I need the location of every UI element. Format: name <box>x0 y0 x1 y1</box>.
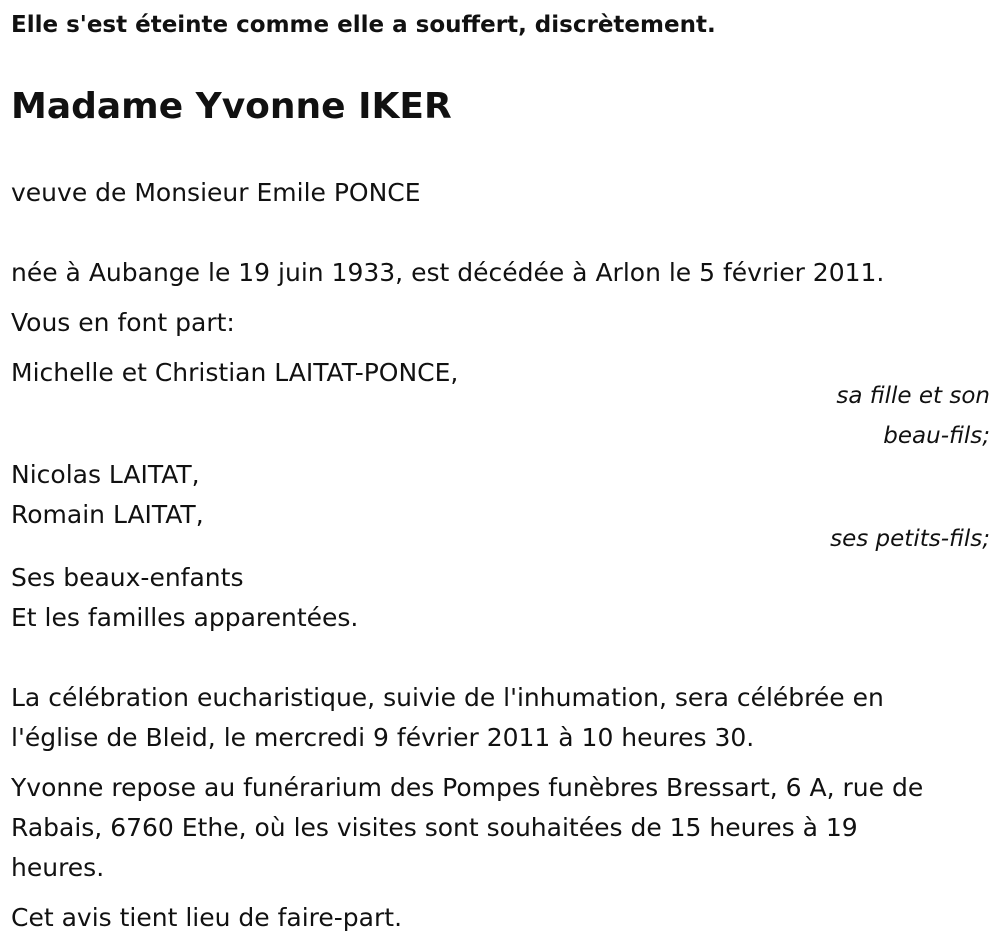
ceremony-line2: l'église de Bleid, le mercredi 9 février 2011 à 10 heures 30. <box>11 723 755 752</box>
relatives: Et les familles apparentées. <box>11 603 359 632</box>
grandson-1: Nicolas LAITAT, <box>11 460 200 489</box>
visitation-line1: Yvonne repose au funérarium des Pompes funèbres Bressart, 6 A, rue de <box>11 773 924 802</box>
announce-line: Vous en font part: <box>11 308 235 337</box>
visitation-line2: Rabais, 6760 Ethe, où les visites sont souhaitées de 15 heures à 19 <box>11 813 858 842</box>
grandsons-relation: ses petits-fils; <box>830 526 990 552</box>
epigraph: Elle s'est éteinte comme elle a souffert, discrètement. <box>11 12 716 38</box>
birth-death-line: née à Aubange le 19 juin 1933, est décédée à Arlon le 5 février 2011. <box>11 258 885 287</box>
daughter-couple: Michelle et Christian LAITAT-PONCE, <box>11 358 459 387</box>
stepchildren: Ses beaux-enfants <box>11 563 244 592</box>
grandson-2: Romain LAITAT, <box>11 500 204 529</box>
spouse-line: veuve de Monsieur Emile PONCE <box>11 178 421 207</box>
deceased-name: Madame Yvonne IKER <box>11 86 452 127</box>
daughter-relation-line2: beau-fils; <box>883 423 990 449</box>
daughter-relation-line1: sa fille et son <box>836 383 990 409</box>
ceremony-line1: La célébration eucharistique, suivie de l'inhumation, sera célébrée en <box>11 683 884 712</box>
closing-line: Cet avis tient lieu de faire-part. <box>11 903 403 932</box>
visitation-line3: heures. <box>11 853 105 882</box>
